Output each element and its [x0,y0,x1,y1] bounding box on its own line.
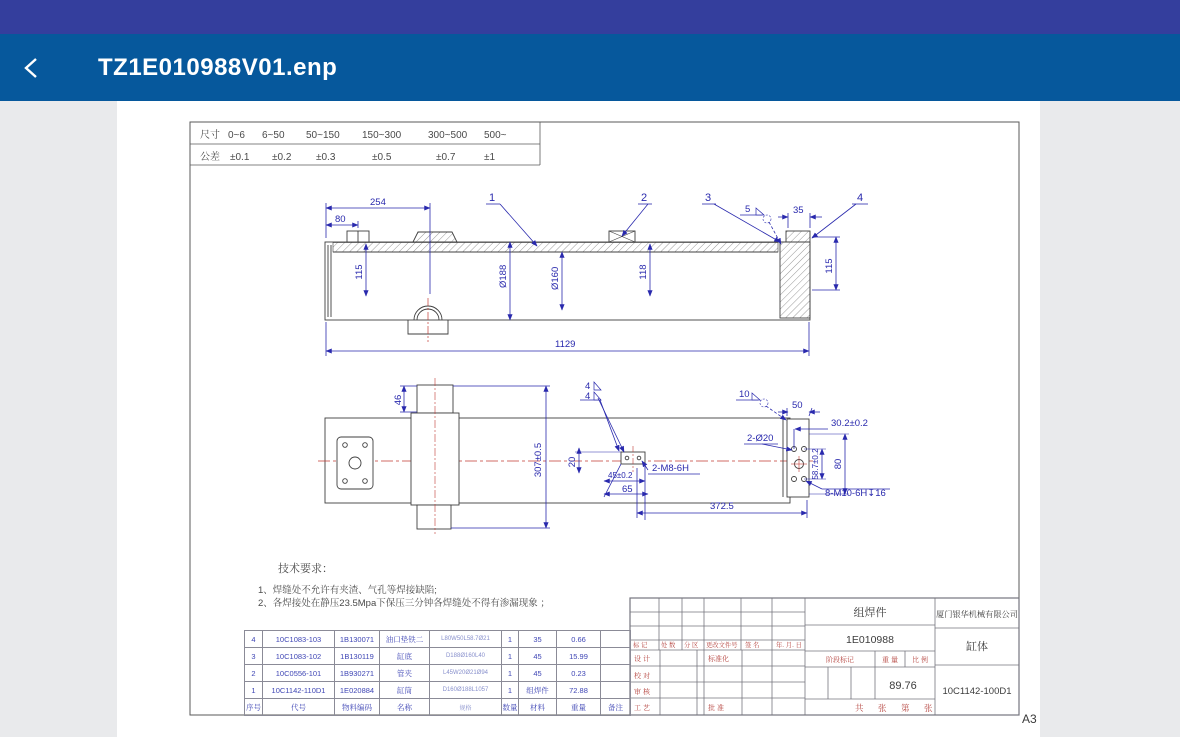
balloon-2: 2 [641,192,648,204]
tol-size-label: 尺寸 [200,130,220,141]
bom-cell: 0.66 [557,631,601,648]
bom-cell: 2 [245,665,263,682]
bom-cell: 3 [245,648,263,665]
dim-1129: 1129 [555,339,576,350]
dim-118: 118 [638,264,649,280]
bom-cell [601,682,631,699]
tol-size-5: 500~ [484,130,507,141]
tol-size-0: 0~6 [228,130,245,141]
dim-dia160: Ø160 [550,266,561,290]
bom-cell: 45 [519,665,557,682]
tol-size-4: 300~500 [428,130,468,141]
bom-cell: 10C1142-110D1 [263,682,335,699]
bom-cell-spec: D188Ø160L40 [430,648,502,665]
label-sheet-a: 张 [878,703,887,713]
tol-tol-label: 公差 [200,152,220,163]
bom-header: 重量 [557,699,601,716]
dim-30: 30.2±0.2 [831,418,868,429]
dim-65: 65 [622,484,633,495]
bom-cell: 4 [245,631,263,648]
bom-cell [601,665,631,682]
part-number: 10C1142-100D1 [942,686,1012,697]
title-block [630,598,1019,715]
tol-size-1: 6~50 [262,130,285,141]
bom-cell-spec: L45W20Ø21Ø94 [430,665,502,682]
bom-cell: 1B130119 [335,648,380,665]
bom-cell: 1 [502,682,519,699]
bom-cell: 10C1083-103 [263,631,335,648]
tolerance-table [190,122,540,165]
bom-cell: 1 [502,665,519,682]
dim-372: 372.5 [710,501,734,512]
weld-4-bottom: 4 [585,391,591,402]
bom-cell: 缸底 [380,648,430,665]
bom-row-3 [245,648,631,665]
label-mark: 标 记 [633,642,648,649]
tol-size-3: 150~300 [362,130,402,141]
bom-header: 数量 [502,699,519,716]
bom-cell-spec: D160Ø188L1057 [430,682,502,699]
tol-val-3: ±0.5 [372,152,392,163]
company-name: 厦门银华机械有限公司 [936,610,1018,619]
tol-val-4: ±0.7 [436,152,456,163]
bom-header: 序号 [245,699,263,716]
tech-req-title: 技术要求： [278,563,333,575]
dim-46: 46 [393,394,404,406]
dim-dia188: Ø188 [498,264,509,288]
label-proofread: 校 对 [634,673,650,680]
bom-cell [601,631,631,648]
dim-80: 80 [335,214,346,225]
bom-header: 规格 [430,699,502,716]
balloon-1: 1 [489,192,496,204]
bom-header: 材料 [519,699,557,716]
label-signature: 签 名 [745,642,760,649]
label-sheet-b: 张 [924,703,933,713]
label-date: 年. 月. 日 [776,642,802,649]
weld-10: 10 [739,389,750,400]
dim-35: 35 [793,205,804,216]
label-no: 第 [901,703,910,713]
bom-cell: 组焊件 [519,682,557,699]
balloon-3: 3 [705,192,712,204]
bom-cell: 管夹 [380,665,430,682]
label-change-doc: 更改文件号 [706,642,738,649]
drawing-number: 1E010988 [846,634,894,646]
part-name: 缸体 [966,641,988,653]
file-title: TZ1E010988V01.enp [98,53,338,81]
tech-req-item-2: 2、各焊接处在静压23.5Mpa下保压三分钟各焊缝处不得有渗漏现象 ； [258,598,550,609]
bom-cell: 1 [245,682,263,699]
bom-cell: 35 [519,631,557,648]
dim-20: 20 [567,456,578,468]
label-approve: 批 准 [708,705,724,712]
tol-val-1: ±0.2 [272,152,292,163]
bom-cell: 1 [502,648,519,665]
top-view-outline [325,231,810,342]
dim-45: 45±0.2 [608,471,633,480]
bom-cell: 1B930271 [335,665,380,682]
dim-80-vertical: 80 [833,458,844,470]
bom-cell: 10C0556-101 [263,665,335,682]
bom-cell: 缸筒 [380,682,430,699]
weld-4-top: 4 [585,381,591,392]
label-scale: 比 例 [912,657,928,664]
label-qty: 处 数 [661,642,676,649]
weld-5: 5 [745,204,751,215]
bom-cell: 72.88 [557,682,601,699]
balloon-4: 4 [857,192,864,204]
technical-requirements [258,560,678,610]
label-weight: 重 量 [882,657,898,664]
dim-254: 254 [370,197,386,208]
thread-m10: 8-M10-6H↧16 [825,488,886,499]
label-process: 工 艺 [634,705,650,712]
label-review: 审 核 [634,689,650,696]
bom-cell-spec: L80W50L58.7Ø21 [430,631,502,648]
tech-req-item-1: 1、焊缝处不允许有夹渣、气孔等焊接缺陷; [258,585,437,596]
bom-cell [601,648,631,665]
bom-cell: 0.23 [557,665,601,682]
thread-m8: 2-M8-6H [652,463,689,474]
assembly-type: 组焊件 [853,607,887,619]
tol-val-0: ±0.1 [230,152,250,163]
tol-size-2: 50~150 [306,130,340,141]
bom-cell: 10C1083-102 [263,648,335,665]
bom-cell: 15.99 [557,648,601,665]
dim-115-right: 115 [824,258,835,274]
bom-table [244,630,631,716]
label-standardize: 标准化 [708,656,729,663]
bom-header: 备注 [601,699,631,716]
bom-row-2 [245,665,631,682]
bom-row-1 [245,682,631,699]
bom-cell: 45 [519,648,557,665]
dim-115-left: 115 [354,264,365,280]
bom-header-row [245,699,631,716]
bom-cell: 油口垫铁二 [380,631,430,648]
bom-cell: 1B130071 [335,631,380,648]
bom-header: 名称 [380,699,430,716]
dim-58: 58.7±0.2 [811,448,820,480]
dim-50: 50 [792,400,803,411]
tol-val-2: ±0.3 [316,152,336,163]
label-zone: 分 区 [684,642,699,649]
label-total: 共 [855,703,864,713]
weight-value: 89.76 [889,680,917,692]
sheet-size-label: A3 [1022,712,1037,726]
bom-row-4 [245,631,631,648]
bom-header: 物料编码 [335,699,380,716]
dim-dia20: 2-Ø20 [747,433,774,444]
dim-307: 307±0.5 [533,442,544,478]
label-design: 设 计 [634,656,650,663]
bom-cell: 1E020884 [335,682,380,699]
bom-header: 代号 [263,699,335,716]
bom-cell: 1 [502,631,519,648]
label-stage-mark: 阶段标记 [826,657,854,664]
tol-val-5: ±1 [484,152,496,163]
